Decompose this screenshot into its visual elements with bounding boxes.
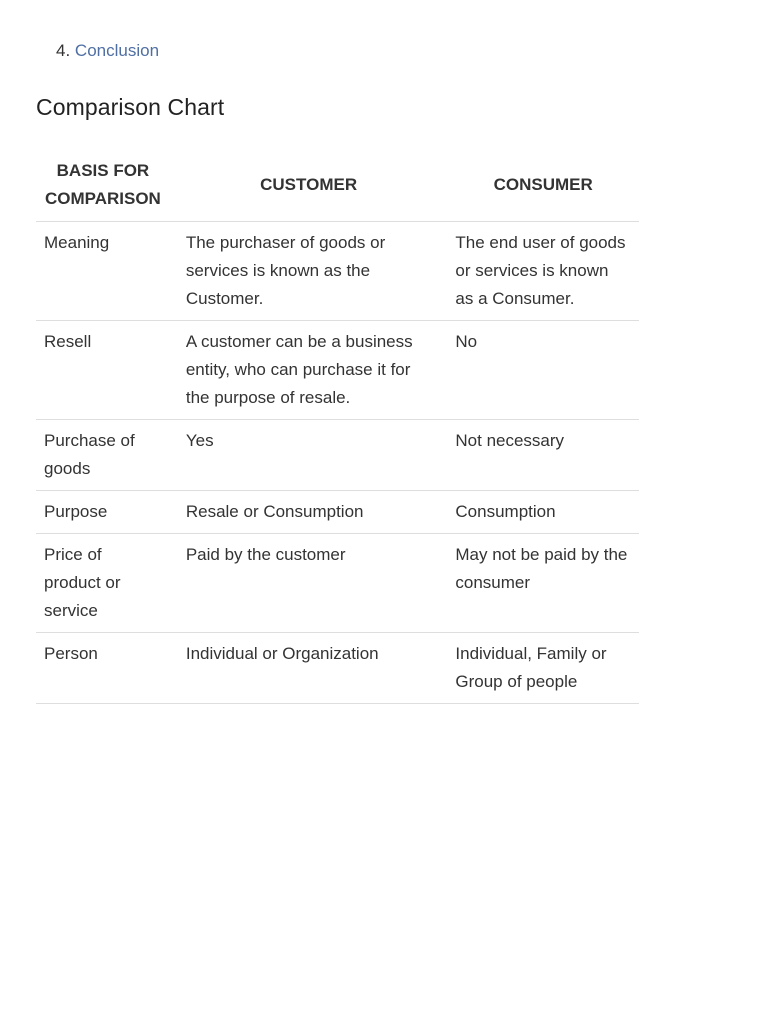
table-row — [36, 420, 639, 491]
cell-basis: Resell — [36, 321, 170, 420]
table-row — [36, 491, 639, 534]
table-header-row — [36, 153, 639, 222]
table-row — [36, 534, 639, 633]
cell-basis: Purchase of goods — [36, 420, 170, 491]
cell-consumer: May not be paid by the consumer — [439, 534, 639, 633]
header-consumer: CONSUMER — [439, 153, 639, 222]
cell-consumer: Consumption — [439, 491, 639, 534]
cell-customer: Paid by the customer — [170, 534, 440, 633]
header-basis-for-comparison: BASIS FOR COMPARISON — [36, 153, 170, 222]
cell-basis: Purpose — [36, 491, 170, 534]
toc-item-conclusion — [56, 38, 159, 64]
cell-consumer: Not necessary — [439, 420, 639, 491]
cell-basis: Person — [36, 633, 170, 704]
header-customer: CUSTOMER — [170, 153, 440, 222]
cell-basis: Meaning — [36, 222, 170, 321]
cell-basis: Price of product or service — [36, 534, 170, 633]
table-header — [36, 153, 639, 222]
table-row — [36, 633, 639, 704]
table-of-contents — [56, 38, 159, 64]
section-title: Comparison Chart — [36, 94, 225, 120]
cell-customer: Resale or Consumption — [170, 491, 440, 534]
cell-consumer: No — [439, 321, 639, 420]
cell-consumer: Individual, Family or Group of people — [439, 633, 639, 704]
toc-item-number: 4. — [56, 41, 71, 60]
cell-customer: The purchaser of goods or services is known as the Customer. — [170, 222, 440, 321]
table-row — [36, 321, 639, 420]
cell-customer: Yes — [170, 420, 440, 491]
comparison-table — [36, 153, 639, 704]
toc-link-conclusion[interactable]: Conclusion — [74, 41, 160, 60]
table-row — [36, 222, 639, 321]
cell-customer: Individual or Organization — [170, 633, 440, 704]
cell-customer: A customer can be a business entity, who can purchase it for the purpose of resale. — [170, 321, 440, 420]
cell-consumer: The end user of goods or services is known as a Consumer. — [439, 222, 639, 321]
table-body — [36, 222, 639, 704]
